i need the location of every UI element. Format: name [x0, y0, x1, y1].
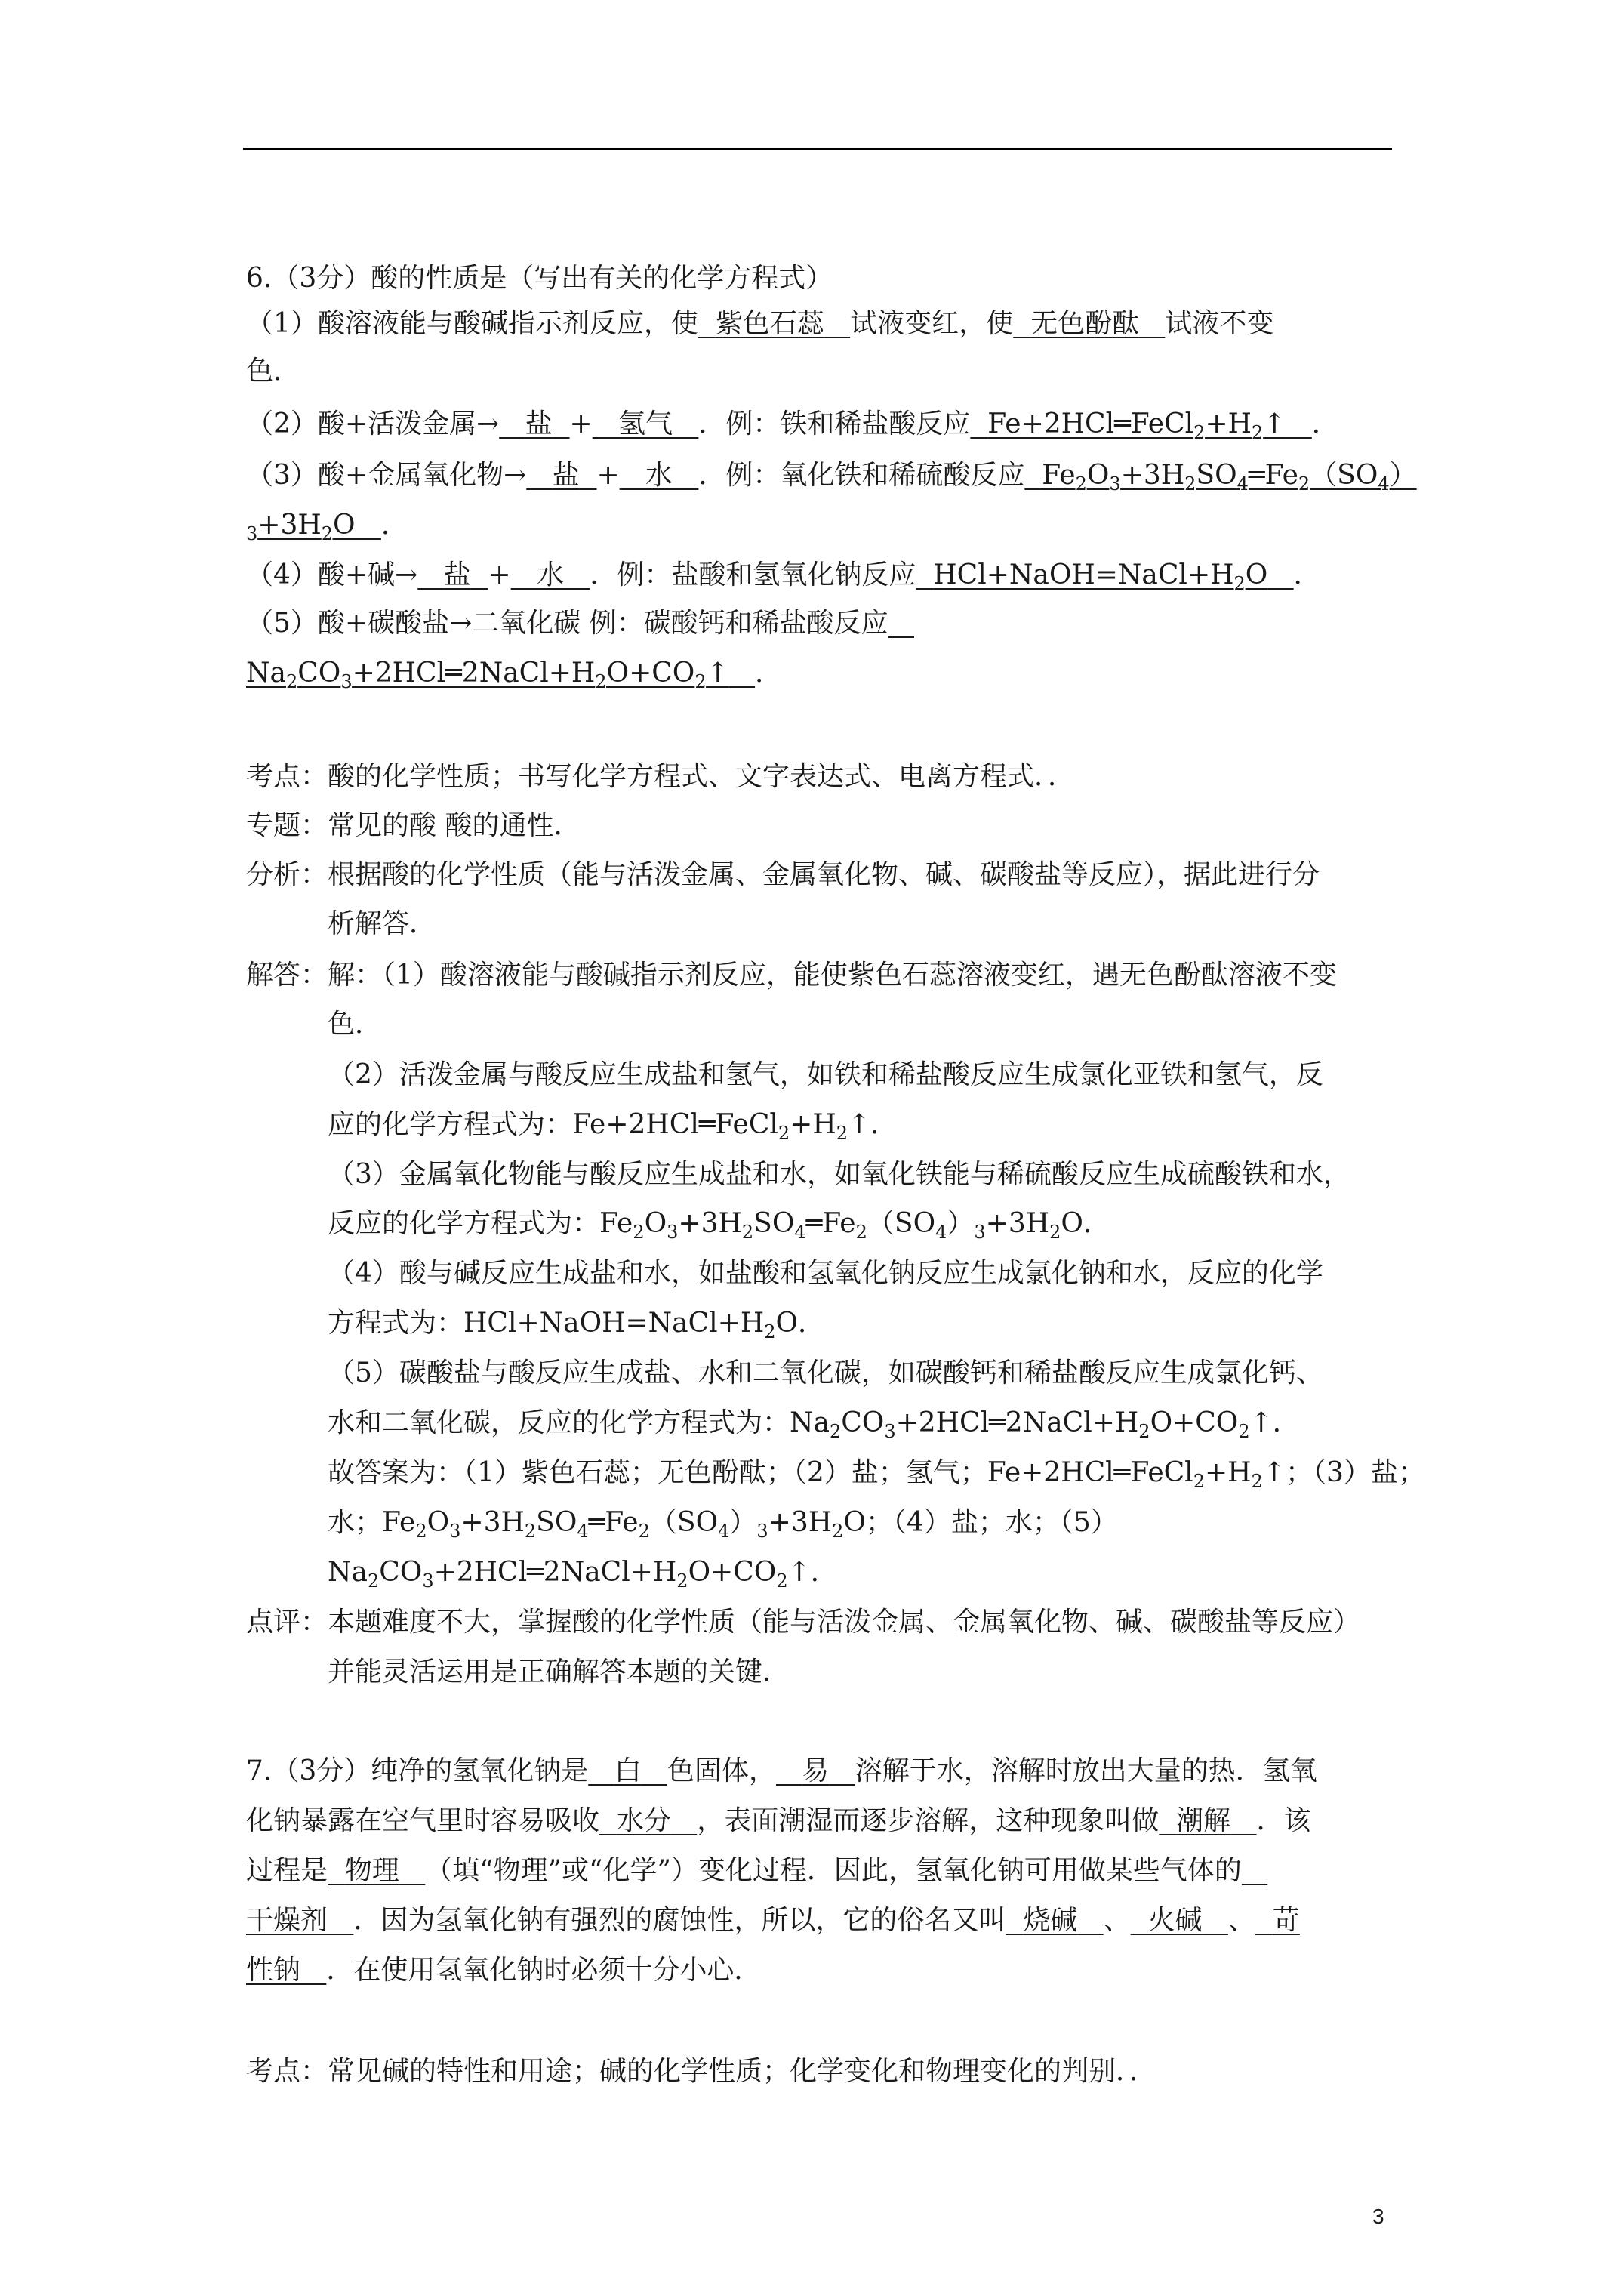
a6-dianping-cont: 并能灵活运用是正确解答本题的关键． [328, 1657, 790, 1687]
q6-blank-phenol: 无色酚酞 [1030, 308, 1140, 339]
a6-jieda-2: 色． [328, 1009, 383, 1040]
a6-answer-2: 水；$Fe_2O_3+3H_2SO_4═Fe_2(SO_4)_3+3H_2O$；（4）盐；水；（5） [328, 1507, 1118, 1542]
q7-line4: 干燥剂 ．因为氢氧化钠有强烈的腐蚀性，所以，它的俗名又叫 烧碱 、 火碱 、 苛 [246, 1905, 1300, 1936]
a6-jieda-8: 方程式为：$HCl+NaOH=NaCl+H_2O$． [328, 1308, 826, 1343]
page-number: 3 [1372, 2205, 1384, 2228]
a6-fenxi: 分析：根据酸的化学性质（能与活泼金属、金属氧化物、碱、碳酸盐等反应），据此进行分 [246, 859, 1320, 890]
q6-line3-cont: $_3+3H_2O$ ． [246, 510, 408, 545]
a6-jieda-5: （3）金属氧化物能与酸反应生成盐和水，如氧化铁能与稀硫酸反应生成硫酸铁和水， [328, 1159, 1350, 1190]
q6-line1: （1）酸溶液能与酸碱指示剂反应，使 紫色石蕊 试液变红，使 无色酚酞 试液不变 [246, 308, 1274, 339]
a6-fenxi-cont: 析解答． [328, 908, 437, 939]
q6-line5: （5）酸+碳酸盐→二氧化碳 例：碳酸钙和稀盐酸反应 [246, 608, 888, 639]
q6-blank-litmus: 紫色石蕊 [715, 308, 824, 339]
q6-line1-cont: 色． [246, 356, 301, 387]
q7-kaodian: 考点：常见碱的特性和用途；碱的化学性质；化学变化和物理变化的判别．． [246, 2056, 1157, 2087]
q7-line3: 过程是 物理 （填“物理”或“化学”）变化过程．因此，氢氧化钠可用做某些气体的 [246, 1855, 1242, 1886]
q6-line5-cont: $Na_2CO_3+2HCl═2NaCl+H_2O+CO_2↑$ ． [246, 658, 783, 693]
a6-answer-1: 故答案为：（1）紫色石蕊；无色酚酞；（2）盐；氢气；$Fe+2HCl═FeCl_2+H_2↑$；（3）盐； [328, 1457, 1425, 1493]
q6-line2: （2）酸+活泼金属→ 盐 + 氢气 ．例：铁和稀盐酸反应 $Fe+2HCl═FeCl_2+H_2↑$ ． [246, 408, 1339, 444]
a6-jieda-4: 应的化学方程式为：$Fe+2HCl═FeCl_2+H_2↑$． [328, 1109, 898, 1145]
q7-line5: 性钠 ．在使用氢氧化钠时必须十分小心． [246, 1955, 762, 1986]
q7-line2: 化钠暴露在空气里时容易吸收 水分 ，表面潮湿而逐步溶解，这种现象叫做 潮解 ．该 [246, 1805, 1311, 1836]
q6-line4: （4）酸+碱→ 盐 + 水 ．例：盐酸和氢氧化钠反应 $HCl+NaOH=NaCl+H_2O$ ． [246, 559, 1321, 595]
a6-zhuanti: 专题：常见的酸 酸的通性． [246, 810, 581, 841]
a6-jieda-9: （5）碳酸盐与酸反应生成盐、水和二氧化碳，如碳酸钙和稀盐酸反应生成氯化钙、 [328, 1358, 1323, 1388]
q6-line3: （3）酸+金属氧化物→ 盐 + 水 ．例：氧化铁和稀硫酸反应 $Fe_2O_3+3H_2SO_4═Fe_2(SO_4)$ [246, 460, 1417, 495]
a6-jieda-7: （4）酸与碱反应生成盐和水，如盐酸和氢氧化钠反应生成氯化钠和水，反应的化学 [328, 1258, 1323, 1289]
a6-jieda-10: 水和二氧化碳，反应的化学方程式为：$Na_2CO_3+2HCl═2NaCl+H_2O+CO_2↑$． [328, 1407, 1300, 1443]
a6-answer-3: $Na_2CO_3+2HCl═2NaCl+H_2O+CO_2↑$． [328, 1557, 838, 1592]
a6-jieda-3: （2）活泼金属与酸反应生成盐和氢气，如铁和稀盐酸反应生成氯化亚铁和氢气，反 [328, 1059, 1323, 1090]
a6-jieda-6: 反应的化学方程式为：$Fe_2O_3+3H_2SO_4═Fe_2(SO_4)_3+3H_2O$． [328, 1208, 1110, 1244]
a6-dianping: 点评：本题难度不大，掌握酸的化学性质（能与活泼金属、金属氧化物、碱、碳酸盐等反应） [246, 1607, 1361, 1638]
q6-title: 6.（3分）酸的性质是（写出有关的化学方程式） [246, 263, 833, 294]
a6-kaodian: 考点：酸的化学性质；书写化学方程式、文字表达式、电离方程式．． [246, 761, 1076, 792]
q7-line1: 7.（3分）纯净的氢氧化钠是 白 色固体， 易 溶解于水，溶解时放出大量的热．氢氧 [246, 1755, 1317, 1786]
header-rule [243, 148, 1392, 150]
a6-jieda: 解答：解：（1）酸溶液能与酸碱指示剂反应，能使紫色石蕊溶液变红，遇无色酚酞溶液不变 [246, 960, 1337, 991]
